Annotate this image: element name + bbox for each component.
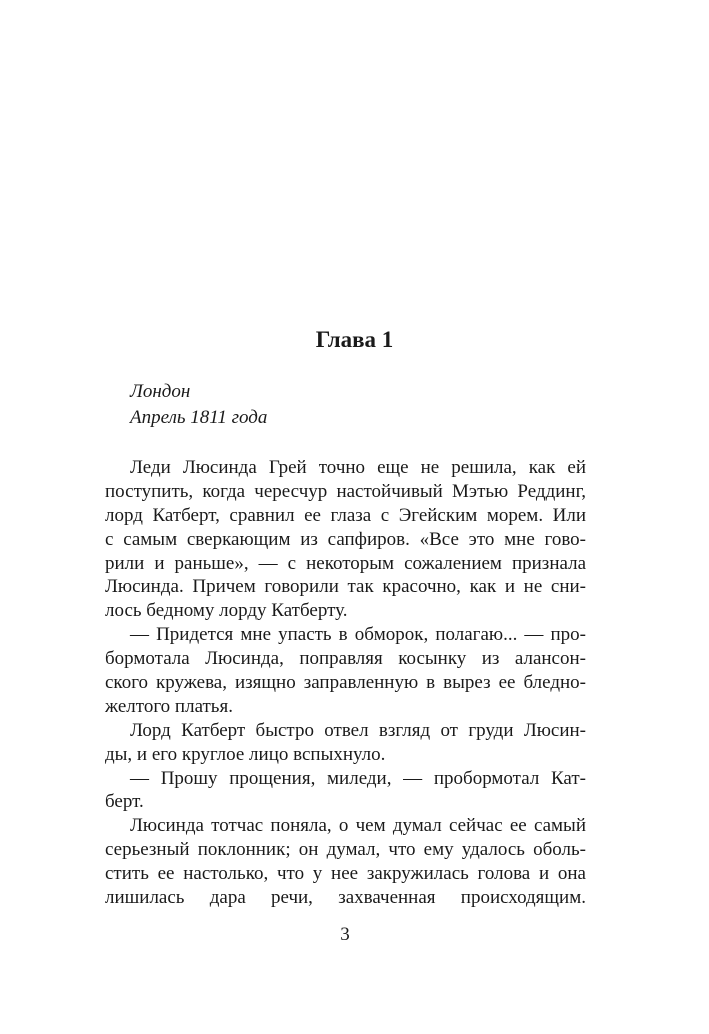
text-line: поступить, когда чересчур настойчивый Мэтью Реддинг, <box>105 480 586 502</box>
text-line: берт. <box>105 791 144 813</box>
text-line: лорд Катберт, сравнил ее глаза с Эгейским морем. Или <box>105 504 586 526</box>
text-line: серьезный поклонник; он думал, что ему удалось оболь- <box>105 839 586 861</box>
text-line: ды, и его круглое лицо вспыхнуло. <box>105 743 386 765</box>
text-line: рили и раньше», — с некоторым сожалением признала <box>105 552 586 574</box>
body-text <box>105 456 586 910</box>
place-line: Лондон <box>130 381 191 402</box>
date-line: Апрель 1811 года <box>130 407 268 428</box>
text-line: Лорд Катберт быстро отвел взгляд от груди Люсин- <box>130 719 586 741</box>
text-line: Люсинда тотчас поняла, о чем думал сейчас ее самый <box>130 815 586 837</box>
text-line: желтого платья. <box>105 695 233 717</box>
text-line: бормотала Люсинда, поправляя косынку из алансон- <box>105 648 586 670</box>
text-line: Леди Люсинда Грей точно еще не решила, как ей <box>130 457 586 478</box>
text-line: лишилась дара речи, захваченная происходящим. <box>105 887 586 909</box>
page-number: 3 <box>340 924 350 945</box>
text-line: ского кружева, изящно заправленную в вырез ее бледно- <box>105 672 586 694</box>
chapter-title: Глава 1 <box>315 327 394 352</box>
text-line: лось бедному лорду Катберту. <box>105 600 348 622</box>
text-line: — Придется мне упасть в обморок, полагаю... — про- <box>130 624 586 646</box>
text-line: Люсинда. Причем говорили так красочно, как и не сни- <box>105 576 586 598</box>
text-line: с самым сверкающим из сапфиров. «Все это мне гово- <box>105 528 586 550</box>
text-line: стить ее настолько, что у нее закружилась голова и она <box>105 863 586 885</box>
text-line: — Прошу прощения, миледи, — пробормотал Кат- <box>130 767 586 789</box>
